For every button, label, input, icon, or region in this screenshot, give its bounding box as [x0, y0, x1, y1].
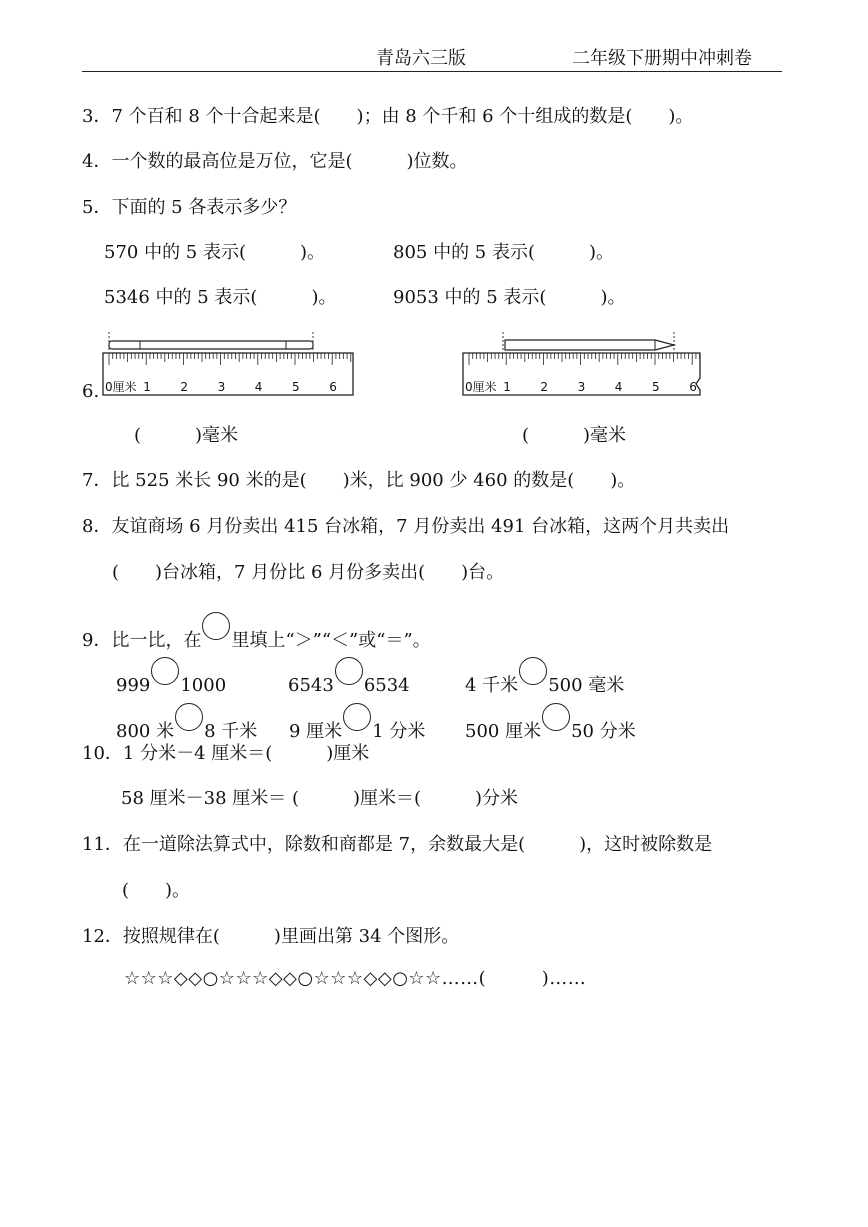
- header-title: 二年级下册期中冲刺卷: [572, 48, 752, 69]
- ruler-tick-label: 1: [503, 380, 511, 394]
- question-12-pattern: ☆☆☆◇◇○☆☆☆◇◇○☆☆☆◇◇○☆☆……( )……: [124, 968, 587, 989]
- ruler-tick-label: 4: [614, 380, 623, 394]
- question-6-number: 6.: [82, 381, 100, 402]
- compare-circle-icon[interactable]: [151, 657, 179, 685]
- question-8-line-2: ( )台冰箱，7 月份比 6 月份多卖出( )台。: [112, 562, 505, 583]
- compare-left: 4 千米: [465, 675, 519, 696]
- question-10-line-1: 10．1 分米－4 厘米＝( )厘米: [82, 743, 370, 764]
- compare-left: 500 厘米: [465, 721, 542, 742]
- ruler-tick-label: 6: [329, 380, 337, 394]
- compare-circle-icon: [202, 612, 230, 640]
- compare-circle-icon[interactable]: [175, 703, 203, 731]
- question-8-line-1: 8．友谊商场 6 月份卖出 415 台冰箱，7 月份卖出 491 台冰箱，这两个月共卖出: [82, 516, 730, 537]
- question-9-pre: 9．比一比，在: [82, 630, 202, 651]
- ruler-unit-label: 0厘米: [105, 380, 137, 394]
- compare-item: [465, 703, 636, 743]
- ruler-unit-label: 0厘米: [465, 380, 497, 394]
- question-9-post: 里填上“＞”“＜”或“＝”。: [231, 630, 431, 651]
- compare-item: [465, 657, 624, 697]
- ruler-tick-label: 1: [143, 380, 151, 394]
- question-5-a: 570 中的 5 表示( )。: [104, 242, 326, 263]
- compare-item: [116, 703, 257, 743]
- question-5-d: 9053 中的 5 表示( )。: [393, 287, 626, 308]
- question-12-stem: 12．按照规律在( )里画出第 34 个图形。: [82, 926, 460, 947]
- compare-circle-icon[interactable]: [335, 657, 363, 685]
- question-10-line-2: 58 厘米－38 厘米＝ ( )厘米＝( )分米: [121, 788, 519, 809]
- question-6-blank-right: ( )毫米: [522, 425, 627, 446]
- compare-item: [116, 657, 226, 697]
- compare-right: 8 千米: [204, 721, 258, 742]
- ruler-tick-label: 6: [689, 380, 697, 394]
- question-5-b: 805 中的 5 表示( )。: [393, 242, 615, 263]
- ruler-tick-label: 3: [217, 380, 226, 394]
- compare-circle-icon[interactable]: [542, 703, 570, 731]
- question-11-line-2: ( )。: [122, 880, 191, 901]
- header-divider: [82, 71, 782, 72]
- compare-left: 800 米: [116, 721, 175, 742]
- compare-item: [288, 657, 410, 697]
- ruler-tick-label: 4: [254, 380, 263, 394]
- compare-right: 6534: [363, 675, 410, 696]
- question-4: 4．一个数的最高位是万位，它是( )位数。: [82, 151, 468, 172]
- pencil-body: [505, 340, 674, 350]
- compare-right: 500 毫米: [548, 675, 625, 696]
- compare-circle-icon[interactable]: [519, 657, 547, 685]
- ruler-body: [103, 353, 353, 395]
- question-3: 3．7 个百和 8 个十合起来是( )；由 8 个千和 6 个十组成的数是( )。: [82, 106, 694, 127]
- ruler-tick-label: 2: [180, 380, 189, 394]
- compare-left: 9 厘米: [289, 721, 343, 742]
- ruler-tick-label: 2: [540, 380, 549, 394]
- compare-item: [289, 703, 425, 743]
- question-7: 7．比 525 米长 90 米的是( )米，比 900 少 460 的数是( )。: [82, 470, 636, 491]
- compare-right: 1 分米: [372, 721, 426, 742]
- question-9-stem: [82, 612, 431, 652]
- compare-right: 50 分米: [571, 721, 636, 742]
- compare-left: 999: [116, 675, 151, 696]
- compare-right: 1000: [180, 675, 227, 696]
- question-5-c: 5346 中的 5 表示( )。: [104, 287, 337, 308]
- ruler-tick-label: 5: [652, 380, 660, 394]
- ruler-figure-right: [460, 330, 710, 400]
- ruler-figure-left: [100, 330, 358, 400]
- question-5-stem: 5．下面的 5 各表示多少？: [82, 197, 297, 218]
- question-11-line-1: 11．在一道除法算式中，除数和商都是 7，余数最大是( )，这时被除数是: [82, 834, 713, 855]
- header-edition: 青岛六三版: [376, 48, 466, 69]
- ruler-tick-label: 3: [577, 380, 586, 394]
- compare-circle-icon[interactable]: [343, 703, 371, 731]
- compare-left: 6543: [288, 675, 334, 696]
- question-6-blank-left: ( )毫米: [134, 425, 239, 446]
- ruler-tick-label: 5: [292, 380, 300, 394]
